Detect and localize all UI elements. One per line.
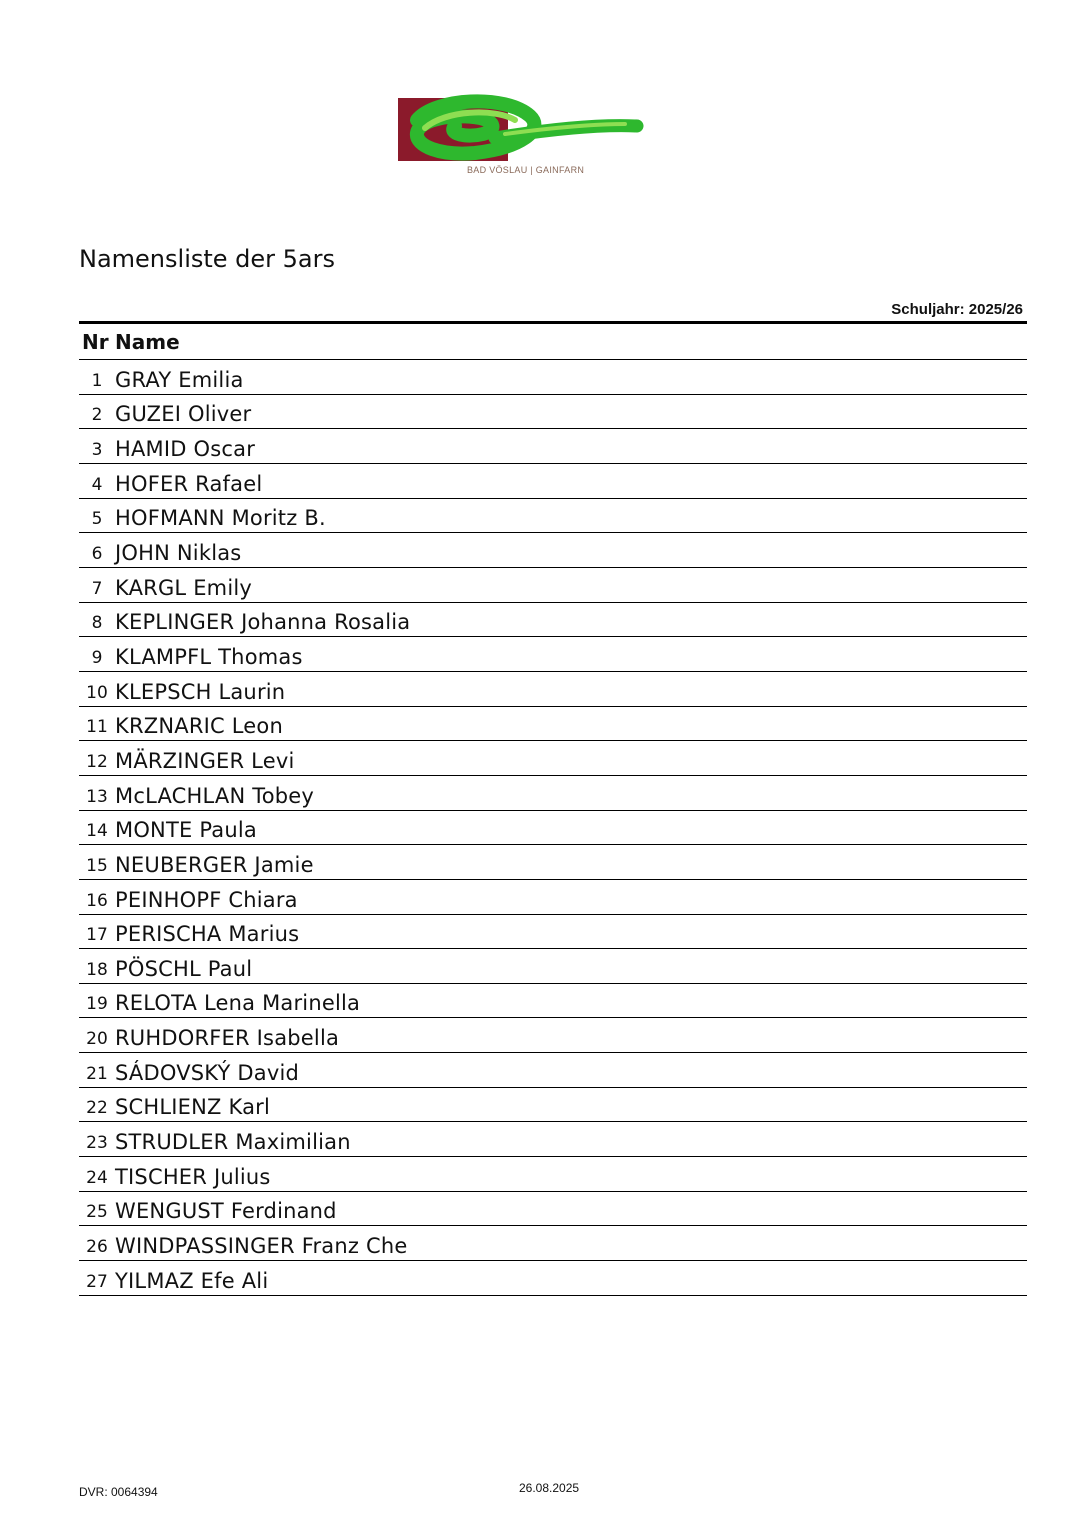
table-row bbox=[79, 395, 1027, 430]
column-header-nr: Nr bbox=[82, 329, 109, 354]
row-number: 27 bbox=[86, 1271, 108, 1292]
school-logo bbox=[355, 58, 715, 236]
row-number: 24 bbox=[86, 1167, 108, 1188]
table-row bbox=[79, 637, 1027, 672]
table-row bbox=[79, 499, 1027, 534]
table-row bbox=[79, 672, 1027, 707]
student-name: KARGL Emily bbox=[115, 575, 253, 600]
table-row bbox=[79, 464, 1027, 499]
row-number: 5 bbox=[91, 509, 103, 530]
table-row bbox=[79, 360, 1027, 395]
table-row bbox=[79, 1018, 1027, 1053]
row-number: 21 bbox=[86, 1063, 108, 1084]
table-row bbox=[79, 811, 1027, 846]
table-row bbox=[79, 1053, 1027, 1088]
table-row bbox=[79, 1226, 1027, 1261]
table-row bbox=[79, 533, 1027, 568]
student-name: KRZNARIC Leon bbox=[115, 714, 283, 739]
table-row bbox=[79, 429, 1027, 464]
row-number: 6 bbox=[91, 543, 103, 564]
table-row bbox=[79, 1261, 1027, 1296]
row-number: 15 bbox=[86, 855, 108, 876]
row-number: 1 bbox=[91, 370, 103, 391]
school-year: Schuljahr: 2025/26 bbox=[891, 301, 1023, 318]
student-name: RELOTA Lena Marinella bbox=[115, 991, 361, 1016]
table-row bbox=[79, 603, 1027, 638]
student-name: PERISCHA Marius bbox=[115, 922, 300, 947]
row-number: 23 bbox=[86, 1133, 108, 1154]
table-row bbox=[79, 915, 1027, 950]
row-number: 3 bbox=[91, 439, 103, 460]
row-number: 26 bbox=[86, 1237, 108, 1258]
table-row bbox=[79, 1192, 1027, 1227]
row-number: 9 bbox=[91, 647, 103, 668]
student-name: GRAY Emilia bbox=[115, 367, 244, 392]
table-row bbox=[79, 880, 1027, 915]
footer-dvr: DVR: 0064394 bbox=[79, 1485, 158, 1499]
row-number: 16 bbox=[86, 890, 108, 911]
column-header-name: Name bbox=[115, 329, 180, 354]
row-number: 12 bbox=[86, 751, 108, 772]
student-name: YILMAZ Efe Ali bbox=[115, 1268, 269, 1293]
table-row bbox=[79, 776, 1027, 811]
student-name: STRUDLER Maximilian bbox=[115, 1130, 351, 1155]
row-number: 7 bbox=[91, 578, 103, 599]
row-number: 18 bbox=[86, 959, 108, 980]
table-row bbox=[79, 984, 1027, 1019]
student-name: PEINHOPF Chiara bbox=[115, 887, 298, 912]
student-name: MONTE Paula bbox=[115, 818, 257, 843]
row-number: 14 bbox=[86, 821, 108, 842]
student-name: WINDPASSINGER Franz Che bbox=[115, 1234, 408, 1259]
table-row bbox=[79, 707, 1027, 742]
row-number: 13 bbox=[86, 786, 108, 807]
table-row bbox=[79, 845, 1027, 880]
table-row bbox=[79, 1122, 1027, 1157]
table-header bbox=[79, 324, 1027, 360]
row-number: 20 bbox=[86, 1029, 108, 1050]
student-name: HOFMANN Moritz B. bbox=[115, 506, 326, 531]
student-name: HAMID Oscar bbox=[115, 436, 256, 461]
student-name: McLACHLAN Tobey bbox=[115, 783, 315, 808]
student-name: GUZEI Oliver bbox=[115, 402, 252, 427]
page-title: Namensliste der 5ars bbox=[79, 245, 336, 273]
student-name: RUHDORFER Isabella bbox=[115, 1026, 340, 1051]
row-number: 2 bbox=[91, 405, 103, 426]
table-row bbox=[79, 1088, 1027, 1123]
row-number: 22 bbox=[86, 1098, 108, 1119]
student-name: SCHLIENZ Karl bbox=[115, 1095, 271, 1120]
table-row bbox=[79, 568, 1027, 603]
row-number: 11 bbox=[86, 717, 108, 738]
student-name: KLAMPFL Thomas bbox=[115, 644, 303, 669]
table-row bbox=[79, 741, 1027, 776]
row-number: 4 bbox=[91, 474, 103, 495]
row-number: 25 bbox=[86, 1202, 108, 1223]
student-name: JOHN Niklas bbox=[115, 540, 242, 565]
row-number: 19 bbox=[86, 994, 108, 1015]
student-name: KLEPSCH Laurin bbox=[115, 679, 286, 704]
logo-caption: BAD VÖSLAU | GAINFARN bbox=[467, 165, 585, 175]
student-name: MÄRZINGER Levi bbox=[115, 748, 295, 773]
student-name: SÁDOVSKÝ David bbox=[115, 1060, 300, 1085]
student-name: TISCHER Julius bbox=[115, 1164, 271, 1189]
student-name: KEPLINGER Johanna Rosalia bbox=[115, 610, 411, 635]
table-row bbox=[79, 949, 1027, 984]
student-name: WENGUST Ferdinand bbox=[115, 1199, 337, 1224]
row-number: 8 bbox=[91, 613, 103, 634]
table-row bbox=[79, 1157, 1027, 1192]
row-number: 10 bbox=[86, 682, 108, 703]
name-list-table bbox=[79, 321, 1027, 1296]
student-name: PÖSCHL Paul bbox=[115, 956, 253, 981]
student-name: NEUBERGER Jamie bbox=[115, 852, 314, 877]
row-number: 17 bbox=[86, 925, 108, 946]
student-name: HOFER Rafael bbox=[115, 471, 263, 496]
footer-date: 26.08.2025 bbox=[519, 1481, 580, 1495]
